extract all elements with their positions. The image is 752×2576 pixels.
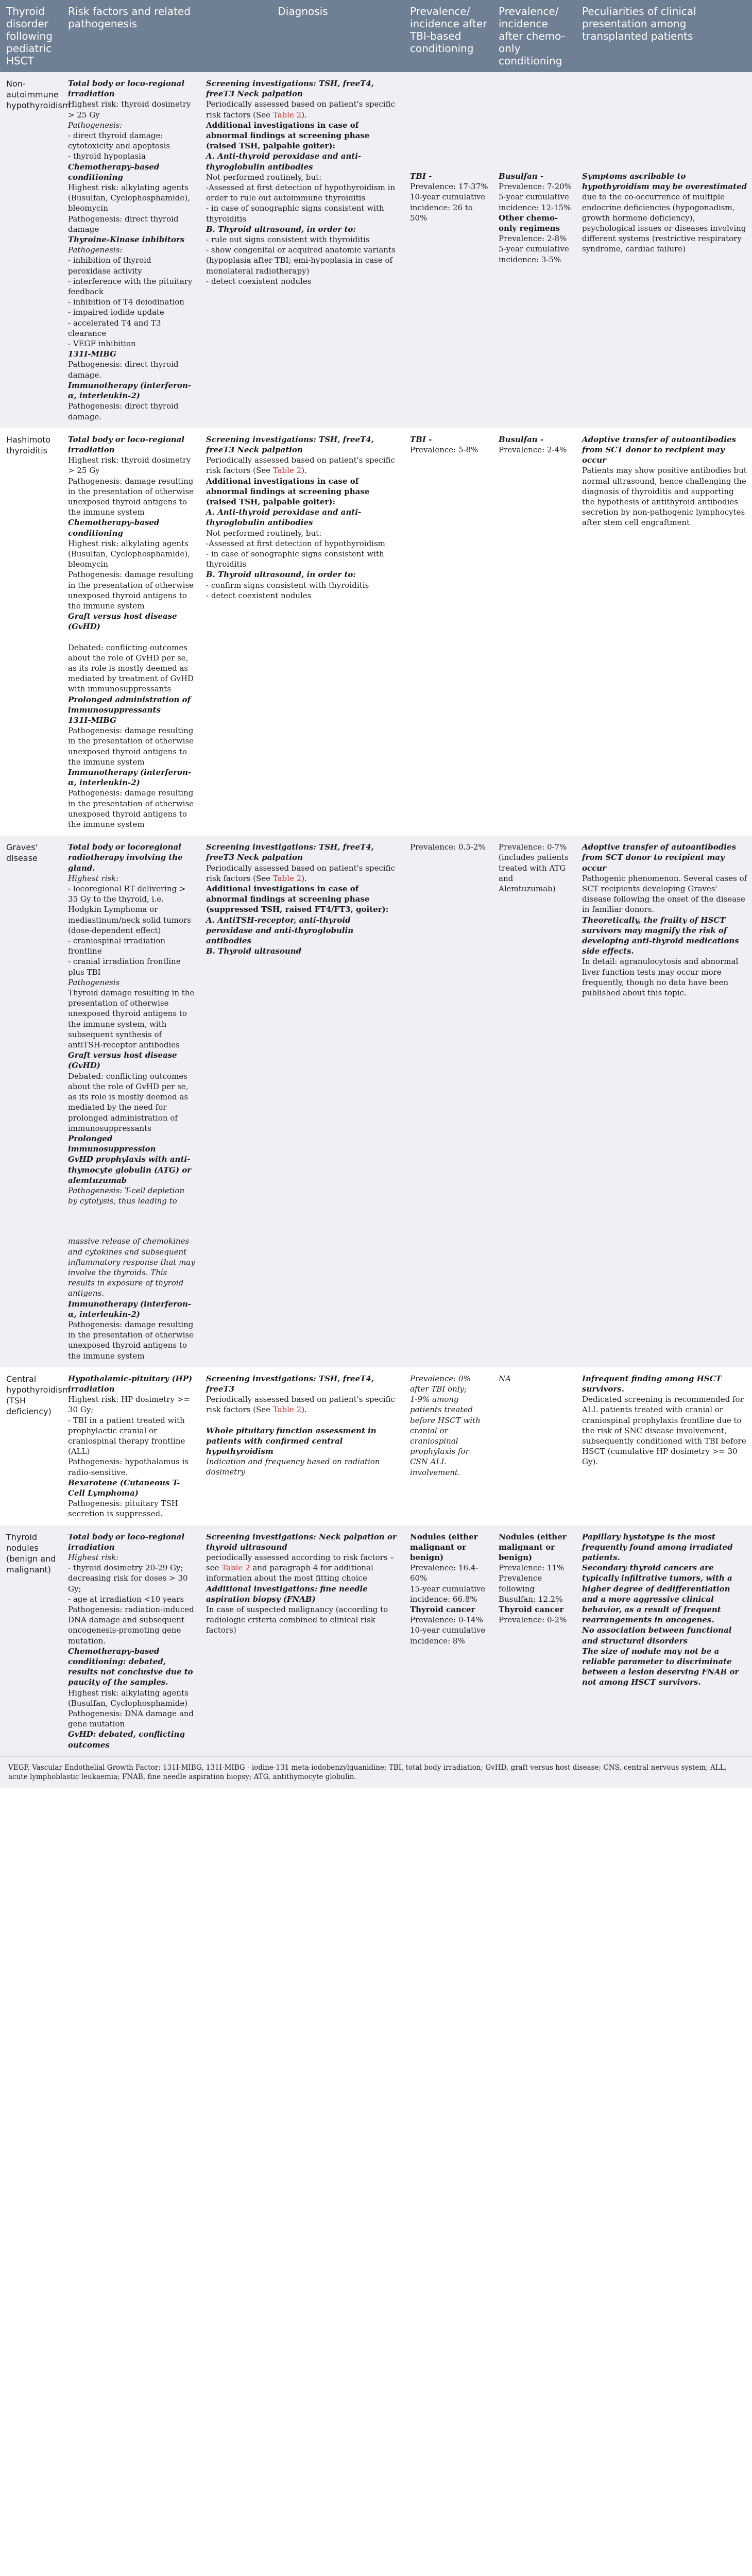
cell-line: Adoptive transfer of autoantibodies from SCT donor to recipient may occur — [582, 842, 736, 873]
table-header-row — [0, 0, 752, 72]
peculiarities-cell — [576, 428, 752, 836]
table-row — [0, 1367, 752, 1526]
cell-line: Prevalence: 0-2% — [499, 1615, 567, 1625]
cell-line: - rule out signs consistent with thyroiditis — [206, 235, 370, 245]
tbi-prevalence-cell — [404, 1526, 492, 1756]
peculiarities-cell — [576, 1526, 752, 1756]
table-reference-link[interactable]: Table 2 — [221, 1563, 250, 1573]
cell-line: Other chemo-only regimens — [499, 213, 560, 233]
risk-factors-cell — [62, 1526, 200, 1756]
cell-line: Secondary thyroid cancers are typically infiltrative tumors, with a higher degree of dedifferentiation and a more aggressive clinical behavior, as a result of frequent rearrangements in oncogenes. — [582, 1563, 732, 1625]
cell-line: Graft versus host disease (GvHD) — [68, 612, 177, 632]
cell-line: Highest risk: — [68, 873, 119, 883]
cell-line: 1-9% among patients treated before HSCT with cranial or craniospinal prophylaxis for CSN ALL involvement. — [410, 1395, 481, 1477]
header-cell: Prevalence/ incidence after chemo-only conditioning — [492, 0, 576, 72]
cell-line: Pathogenic phenomenon. Several cases of SCT recipients developing Graves' disease following the onset of the disease in familiar donors. — [582, 873, 747, 914]
cell-line: In detail: agranulocytosis and abnormal liver function tests may occur more frequently, though no data have been published about this topic. — [582, 957, 739, 998]
cell-line: - cranial irradiation frontline plus TBI — [68, 957, 181, 977]
cell-line: Chemotherapy-based conditioning — [68, 162, 160, 182]
diagnosis-cell — [200, 1526, 404, 1756]
cell-line — [68, 1206, 196, 1236]
cell-line: Pathogenesis: damage resulting in the presentation of otherwise unexposed thyroid antigens to the immune system — [68, 726, 194, 767]
cell-line: Screening investigations: TSH, freeT4, freeT3 Neck palpation — [206, 79, 374, 99]
risk-factors-cell — [62, 836, 200, 1367]
header-cell: Risk factors and related pathogenesis — [62, 0, 200, 72]
cell-line: TBI - — [410, 172, 432, 181]
cell-line: Additional investigations in case of abnormal findings at screening phase (raised TSH, palpable goiter): — [206, 120, 370, 151]
cell-line: Periodically assessed based on patient's specific risk factors (See Table 2). — [206, 99, 395, 120]
peculiarities-cell — [576, 1367, 752, 1526]
cell-line: 131I-MIBG — [68, 715, 116, 725]
cell-line: 10-year cumulative incidence: 26 to 50% — [410, 192, 486, 223]
cell-line: 10-year cumulative incidence: 8% — [410, 1625, 486, 1646]
risk-factors-cell — [62, 1367, 200, 1526]
cell-line: massive release of chemokines and cytokines and subsequent inflammatory response that may involve the thyroids. This results in exposure of thyroid antigens. — [68, 1236, 195, 1298]
cell-line: No association between functional and structural disorders — [582, 1625, 732, 1646]
chemo-prevalence-cell — [492, 72, 576, 428]
cell-line: Thyroid cancer — [410, 1605, 475, 1615]
cell-line: Nodules (either malignant or benign) — [499, 1532, 567, 1563]
header-cell: Prevalence/ incidence after TBI-based conditioning — [404, 0, 492, 72]
cell-line: Pathogenesis: — [68, 120, 123, 130]
cell-line — [582, 89, 748, 99]
table-row — [0, 836, 752, 1367]
cell-line — [499, 150, 572, 161]
cell-line: - direct thyroid damage: cytotoxicity and apoptosis — [68, 131, 170, 151]
header-cell: Thyroid disorder following pediatric HSCT — [0, 0, 62, 72]
cell-line — [499, 89, 572, 99]
cell-line: Pathogenesis: direct thyroid damage. — [68, 360, 179, 380]
cell-line: 131I-MIBG — [68, 349, 116, 359]
cell-line — [499, 78, 572, 89]
cell-line: Highest risk: alkylating agents (Busulfan, Cyclophosphamide) — [68, 1688, 189, 1708]
cell-line: Not performed routinely, but: — [206, 528, 322, 538]
cell-line: Prevalence: 0.5-2% — [410, 842, 486, 852]
cell-line — [206, 1415, 400, 1426]
diagnosis-cell — [200, 428, 404, 836]
cell-line: Pathogenesis: — [68, 245, 123, 255]
cell-line: Symptoms ascribable to hypothyroidism may be overestimated — [582, 172, 747, 192]
cell-line: - impaired iodide update — [68, 308, 164, 317]
cell-line: The size of nodule may not be a reliable parameter to discriminate between a lesion deserving FNAB or not among HSCT survivors. — [582, 1646, 739, 1687]
cell-line: Pathogenesis: DNA damage and gene mutation — [68, 1709, 194, 1729]
table-reference-link[interactable]: Table 2 — [272, 110, 302, 120]
cell-line: (includes patients treated with ATG and Alemtuzumab) — [499, 853, 569, 894]
cell-line: B. Thyroid ultrasound, in order to: — [206, 224, 356, 234]
cell-line: Thyroine-Kinase inhibitors — [68, 235, 185, 245]
cell-line: Periodically assessed based on patient's specific risk factors (See Table 2). — [206, 455, 395, 476]
cell-line: Additional investigations: fine needle aspiration biopsy (FNAB) — [206, 1584, 368, 1604]
cell-line: Prevalence following Busulfan: 12.2% — [499, 1573, 563, 1604]
cell-line: - detect coexistent nodules — [206, 276, 312, 286]
cell-line: - locoregional RT delivering > 35 Gy to the thyroid, i.e. Hodgkin Lymphoma or mediastinum/neck solid tumors (dose-dependent effect) — [68, 884, 191, 935]
cell-line: - in case of sonographic signs consistent with thyroiditis — [206, 204, 384, 224]
cell-line: Total body or locoregional radiotherapy involving the gland. — [68, 842, 183, 873]
cell-line — [410, 130, 488, 140]
cell-line: Prevalence: 16.4-60% — [410, 1563, 478, 1583]
cell-line: Pathogenesis: pituitary TSH secretion is suppressed. — [68, 1499, 178, 1519]
cell-line: Prevalence: 2-4% — [499, 445, 567, 454]
cell-line: Thyroid damage resulting in the presentation of otherwise unexposed thyroid antigens to the immune system, with subsequent synthesis of antiTSH-receptor antibodies — [68, 988, 195, 1050]
cell-line: Total body or loco-regional irradiation — [68, 79, 185, 99]
cell-line: -Assessed at first detection of hypothyroidism — [206, 538, 385, 548]
cell-line: Pathogenesis: damage resulting in the presentation of otherwise unexposed thyroid antigens to the immune system — [68, 788, 194, 829]
cell-line: Chemotherapy-based conditioning: debated, results not conclusive due to paucity of the samples. — [68, 1646, 193, 1687]
cell-line: In case of suspected malignancy (according to radiologic criteria combined to clinical risk factors) — [206, 1605, 388, 1635]
cell-line: Periodically assessed based on patient's specific risk factors (See Table 2). — [206, 863, 395, 883]
cell-line: Patients may show positive antibodies but normal ultrasound, hence challenging the diagnosis of thyroiditis and supporting the hypothesis of antithyroid antibodies secretion by non-pathogenic lymphocytes after stem cell engraftment — [582, 466, 747, 528]
risk-factors-cell — [62, 72, 200, 428]
cell-line: Additional investigations in case of abnormal findings at screening phase (suppressed TSH, raised FT4/FT3, goiter): — [206, 884, 389, 914]
cell-line: Prevalence: 2-8% — [499, 234, 567, 244]
cell-line: due to the co-occurrence of multiple endocrine deficiencies (hypogonadism, growth hormone deficiency), psychological issues or diseases involving different systems (restrictive respiratory syndrome, cardiac failure) — [582, 192, 746, 254]
cell-line — [410, 99, 488, 109]
cell-line: 5-year cumulative incidence: 12-15% — [499, 192, 571, 212]
cell-line: Debated: conflicting outcomes about the role of GvHD per se, as its role is mostly deemed as mediated by treatment of GvHD with immunosuppressants — [68, 642, 194, 694]
cell-line: Prevalence: 0-7% — [499, 842, 567, 852]
cell-line: Prevalence: 11% — [499, 1563, 565, 1573]
cell-line: - show congenital or acquired anatomic variants (hypoplasia after TBI; emi-hypoplasia in case of monolateral radiotherapy) — [206, 245, 396, 276]
table-reference-link[interactable]: Table 2 — [272, 466, 302, 476]
cell-line: - detect coexistent nodules — [206, 590, 312, 600]
cell-line: Immunotherapy (interferon-α, interleukin-2) — [68, 380, 192, 401]
cell-line: Indication and frequency based on radiation dosimetry — [206, 1457, 380, 1477]
cell-line: Debated: conflicting outcomes about the role of GvHD per se, as its role is mostly deemed as mediated by the need for prolonged administration of immunosuppressants — [68, 1071, 189, 1133]
cell-line — [499, 109, 572, 120]
cell-line: Thyroid cancer — [499, 1605, 564, 1615]
cell-line: Screening investigations: TSH, freeT4, freeT3 Neck palpation — [206, 434, 374, 454]
cell-line: Papillary hystotype is the most frequently found among irradiated patients. — [582, 1532, 733, 1563]
condition-cell: Central hypothyroidism (TSH deficiency) — [0, 1367, 62, 1526]
cell-line: Screening investigations: TSH, freeT4, freeT3 — [206, 1374, 374, 1394]
cell-line: Prevalence: 0% after TBI only; — [410, 1374, 471, 1394]
cell-line — [410, 140, 488, 150]
chemo-prevalence-cell — [492, 1367, 576, 1526]
cell-line: - in case of sonographic signs consistent with thyroiditis — [206, 549, 384, 569]
risk-factors-cell — [62, 428, 200, 836]
cell-line: - age at irradiation <10 years — [68, 1594, 184, 1604]
chemo-prevalence-cell — [492, 428, 576, 836]
table-reference-link[interactable]: Table 2 — [272, 873, 302, 883]
cell-line: Pathogenesis: radiation-induced DNA damage and subsequent oncogenesis-promoting gene mutation. — [68, 1605, 194, 1646]
cell-line: TBI - — [410, 434, 432, 444]
condition-cell: Thyroid nodules (benign and malignant) — [0, 1526, 62, 1756]
condition-cell: Non-autoimmune hypothyroidism — [0, 72, 62, 428]
table-row — [0, 72, 752, 428]
cell-line: 15-year cumulative incidence: 66.8% — [410, 1584, 486, 1604]
tbi-prevalence-cell — [404, 1367, 492, 1526]
tbi-prevalence-cell — [404, 72, 492, 428]
cell-line: Pathogenesis: T-cell depletion by cytolysis, thus leading to — [68, 1185, 185, 1206]
cell-line: Bexarotene (Cutaneous T-Cell Lymphoma) — [68, 1478, 180, 1498]
cell-line — [582, 150, 748, 161]
cell-line — [499, 140, 572, 150]
diagnosis-cell — [200, 1367, 404, 1526]
cell-line: GvHD: debated, conflicting outcomes — [68, 1730, 185, 1750]
cell-line: Highest risk: alkylating agents (Busulfan, Cyclophosphamide), bleomycin — [68, 538, 190, 569]
cell-line: Pathogenesis: damage resulting in the presentation of otherwise unexposed thyroid antigens to the immune system — [68, 1319, 194, 1361]
cell-line: A. AntiTSH-receptor, anti-thyroid peroxidase and anti-thyroglobulin antibodies — [206, 915, 354, 946]
cell-line — [68, 632, 196, 642]
cell-line: - VEGF inhibition — [68, 339, 136, 349]
cell-line — [582, 109, 748, 120]
cell-line: Highest risk: thyroid dosimetry > 25 Gy — [68, 455, 191, 476]
cell-line: Prevalence: 5-8% — [410, 445, 478, 454]
cell-line — [582, 140, 748, 150]
cell-line: Prevalence: 17-37% — [410, 182, 488, 192]
cell-line: Not performed routinely, but: — [206, 172, 322, 182]
cell-line: - accelerated T4 and T3 clearance — [68, 318, 161, 338]
cell-line: Screening investigations: Neck palpation or thyroid ultrasound — [206, 1532, 397, 1552]
cell-line: Busulfan - — [499, 434, 544, 444]
table-row — [0, 428, 752, 836]
cell-line: Prolonged immunosuppression — [68, 1133, 156, 1154]
cell-line: A. Anti-thyroid peroxidase and anti-thyroglobulin antibodies — [206, 151, 362, 172]
cell-line — [410, 109, 488, 120]
cell-line: Prevalence: 7-20% — [499, 182, 572, 192]
cell-line — [582, 99, 748, 109]
cell-line — [499, 161, 572, 171]
cell-line — [410, 120, 488, 130]
cell-line: Additional investigations in case of abnormal findings at screening phase (raised TSH, palpable goiter): — [206, 476, 370, 506]
cell-line — [582, 120, 748, 130]
diagnosis-cell — [200, 836, 404, 1367]
cell-line: Adoptive transfer of autoantibodies from SCT donor to recipient may occur — [582, 434, 736, 465]
cell-line — [410, 89, 488, 99]
cell-line: Pathogenesis: damage resulting in the presentation of otherwise unexposed thyroid antigens to the immune system — [68, 570, 194, 611]
table-reference-link[interactable]: Table 2 — [272, 1405, 302, 1415]
cell-line: Total body or loco-regional irradiation — [68, 434, 185, 454]
cell-line: - confirm signs consistent with thyroiditis — [206, 580, 369, 590]
cell-line — [582, 161, 748, 171]
chemo-prevalence-cell — [492, 836, 576, 1367]
cell-line — [410, 78, 488, 89]
peculiarities-cell — [576, 72, 752, 428]
cell-line — [410, 161, 488, 171]
condition-cell: Graves' disease — [0, 836, 62, 1367]
cell-line: - thyroid dosimetry 20-29 Gy; decreasing risk for doses > 30 Gy; — [68, 1563, 188, 1594]
cell-line — [410, 150, 488, 161]
cell-line: Highest risk: thyroid dosimetry > 25 Gy — [68, 99, 191, 120]
cell-line: GvHD prophylaxis with anti-thymocyte globulin (ATG) or alemtuzumab — [68, 1155, 192, 1185]
table-footnote: VEGF, Vascular Endothelial Growth Factor; 131I-MIBG, 131I-MIBG - iodine-131 meta-iodobenzylguanidine; TBI, total body irradiation; GvHD, graft versus host disease; CNS, central nervous system; ALL, acute lymphoblastic leukaemia; FNAB, fine needle aspiration biopsy; ATG, antithymocyte globulin. — [0, 1756, 752, 1788]
cell-line: Highest risk: HP dosimetry >= 30 Gy; — [68, 1395, 190, 1415]
cell-line: Hypothalamic-pituitary (HP) irradiation — [68, 1374, 193, 1394]
cell-line: 5-year cumulative incidence: 3-5% — [499, 244, 569, 264]
cell-line — [499, 120, 572, 130]
cell-line: Graft versus host disease (GvHD) — [68, 1050, 177, 1071]
cell-line: - inhibition of T4 deiodination — [68, 297, 184, 307]
cell-line: Theoretically, the frailty of HSCT survivors may magnify the risk of developing anti-thyroid medications side effects. — [582, 915, 739, 956]
cell-line: -Assessed at first detection of hypothyroidism in order to rule out autoimmune thyroiditis — [206, 183, 396, 203]
tbi-prevalence-cell — [404, 428, 492, 836]
cell-line: Highest risk: alkylating agents (Busulfan, Cyclophosphamide), bleomycin — [68, 183, 190, 213]
cell-line: Prolonged administration of immunosuppressants — [68, 694, 191, 715]
cell-line: Pathogenesis: direct thyroid damage — [68, 214, 179, 234]
cell-line: Pathogenesis: direct thyroid damage. — [68, 401, 179, 421]
cell-line: Busulfan - — [499, 172, 544, 181]
cell-line: Periodically assessed based on patient's specific risk factors (See Table 2). — [206, 1395, 395, 1415]
cell-line: Prevalence: 0-14% — [410, 1615, 483, 1625]
cell-line: - thyroid hypoplasia — [68, 151, 146, 161]
table-body — [0, 72, 752, 1756]
cell-line: Total body or loco-regional irradiation — [68, 1532, 185, 1552]
cell-line: periodically assessed according to risk factors – see Table 2 and paragraph 4 for additional information about the most fitting choice — [206, 1553, 394, 1583]
cell-line: - TBI in a patient treated with prophylactic cranial or craniospinal therapy frontline (ALL) — [68, 1415, 185, 1456]
cell-line: Pathogenesis: hypothalamus is radio-sensitive. — [68, 1457, 189, 1477]
cell-line: - interference with the pituitary feedback — [68, 276, 193, 297]
cell-line — [499, 99, 572, 109]
cell-line: Pathogenesis: damage resulting in the presentation of otherwise unexposed thyroid antigens to the immune system — [68, 476, 194, 517]
condition-cell: Hashimoto thyroiditis — [0, 428, 62, 836]
header-cell: Diagnosis — [200, 0, 404, 72]
cell-line: A. Anti-thyroid peroxidase and anti-thyroglobulin antibodies — [206, 507, 362, 528]
cell-line: NA — [499, 1374, 511, 1383]
cell-line: Nodules (either malignant or benign) — [410, 1532, 478, 1563]
cell-line: - inhibition of thyroid peroxidase activity — [68, 256, 151, 276]
cell-line: Chemotherapy-based conditioning — [68, 518, 160, 538]
header-cell: Peculiarities of clinical presentation among transplanted patients — [576, 0, 752, 72]
chemo-prevalence-cell — [492, 1526, 576, 1756]
cell-line: B. Thyroid ultrasound — [206, 946, 302, 956]
cell-line: Immunotherapy (interferon-α, interleukin-2) — [68, 1299, 192, 1319]
cell-line: Whole pituitary function assessment in patients with confirmed central hypothyroidism — [206, 1426, 377, 1456]
diagnosis-cell — [200, 72, 404, 428]
cell-line: - craniospinal irradiation frontline — [68, 936, 166, 956]
cell-line — [582, 130, 748, 140]
cell-line — [582, 78, 748, 89]
cell-line: Highest risk: — [68, 1553, 119, 1563]
cell-line: B. Thyroid ultrasound, in order to: — [206, 570, 356, 580]
cell-line: Immunotherapy (interferon-α, interleukin-2) — [68, 768, 192, 788]
cell-line: Dedicated screening is recommended for ALL patients treated with cranial or craniospinal prophylaxis frontline due to the risk of SNC disease involvement, subsequently conditioned with TBI before HSCT (cumulative HP dosimetry >= 30 Gy). — [582, 1395, 746, 1467]
cell-line: Infrequent finding among HSCT survivors. — [582, 1374, 722, 1394]
table-row — [0, 1526, 752, 1756]
cell-line: Pathogenesis — [68, 977, 120, 987]
cell-line: Screening investigations: TSH, freeT4, freeT3 Neck palpation — [206, 842, 374, 862]
tbi-prevalence-cell — [404, 836, 492, 1367]
peculiarities-cell — [576, 836, 752, 1367]
cell-line — [499, 130, 572, 140]
